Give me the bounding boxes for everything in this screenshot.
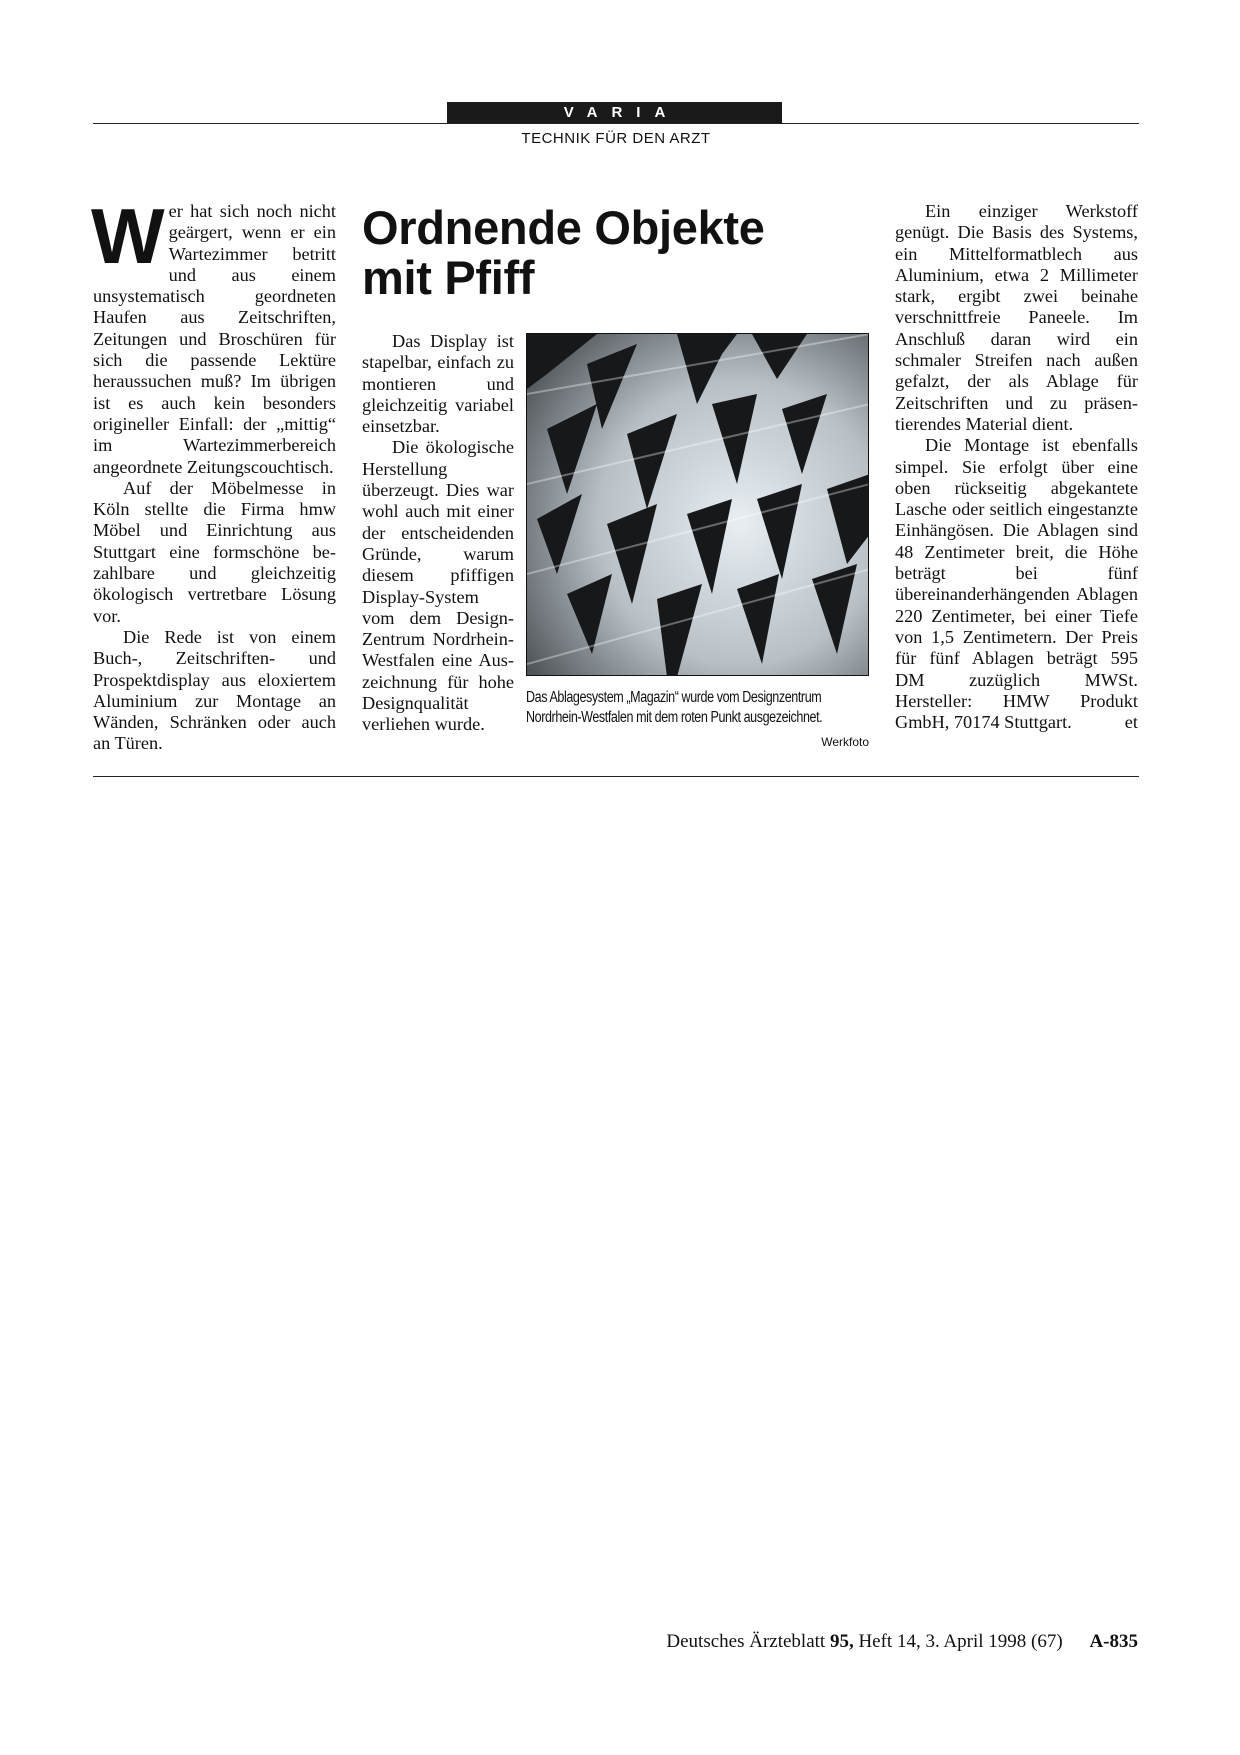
photo-credit: Werkfoto (821, 735, 869, 749)
photo-caption: Das Ablagesystem „Magazin“ wurde vom Designzentrum Nordrhein-Westfalen mit dem roten Punkt ausgezeichnet. (526, 689, 823, 726)
article-column-3 (895, 201, 1138, 733)
paragraph: Das Display ist stapelbar, einfach zu montieren und gleichzeitig variabel einsetzbar. (362, 331, 514, 437)
section-subtitle: TECHNIK FÜR DEN ARZT (521, 130, 711, 147)
page-number: A-835 (1089, 1631, 1138, 1652)
article-photo (526, 333, 869, 676)
drop-cap: W (91, 192, 165, 280)
journal-name: Deutsches Ärzteblatt (666, 1631, 826, 1652)
issue-info: Heft 14, 3. April 1998 (67) (858, 1631, 1063, 1652)
paragraph: Die Montage ist ebenfalls simpel. Sie erfolgt über eine oben rückseitig abgekantete Lasche oder seitlich eingestanzte Einhängösen. Die Ablagen sind 48 Zentimeter breit, die Höhe beträgt bei fünf übereinanderhängenden Ablagen 220 Zentimeter, bei einer Tiefe von 1,5 Zentimetern. Der Preis für fünf Ablagen beträgt 595 DM zuzüglich MWSt. Hersteller: HMW Produkt GmbH, 70174 Stuttgart. et (895, 435, 1138, 733)
paragraph: Ein einziger Werkstoff genügt. Die Basis des Systems, ein Mittelformatblech aus Aluminium, etwa 2 Millimeter stark, ergibt zwei beinahe verschnittfreie Paneele. Im Anschluß daran wird ein schmaler Streifen nach außen gefalzt, der als Ablage für Zeitschriften und zu präsentierendes Material dient. (895, 201, 1138, 434)
journal-volume: 95, (829, 1631, 854, 1652)
article-headline: Ordnende Objekte mit Pfiff (362, 201, 765, 304)
section-label: VARIA (447, 102, 782, 123)
page-footer (666, 1631, 1138, 1653)
bottom-rule (93, 776, 1139, 777)
article-column-2 (362, 331, 514, 736)
paragraph: Wer hat sich noch nicht geärgert, wenn er ein Wartezimmer betritt und aus einem unsystematisch geordneten Haufen aus Zeitschriften, Zeitungen und Broschüren für sich die passende Lektüre heraussuchen muß? Im übrigen ist es auch kein besonders origineller Einfall: der „mittig“ im Wartezimmerbereich angeordnete Zeitungscouchtisch. (91, 192, 336, 477)
paragraph: Die ökologische Herstellung überzeugt. Dies war wohl auch mit einer der entscheidenden Gründe, warum diesem pfiffigen Display-System vom dem Design-Zentrum Nordrhein-Westfalen eine Auszeichnung für hohe Designqualität verliehen wurde. (362, 437, 514, 735)
article-column-1 (91, 192, 336, 755)
top-rule (93, 123, 1139, 124)
author-initials: et (1124, 712, 1138, 733)
paragraph: Auf der Möbelmesse in Köln stellte die Firma hmw Möbel und Einrichtung aus Stuttgart eine formschöne bezahlbare und gleichzeitig ökologisch vertretbare Lösung vor. (93, 477, 336, 626)
paragraph: Die Rede ist von einem Buch-, Zeitschriften- und Prospektdisplay aus eloxiertem Aluminium zur Montage an Wänden, Schränken oder auch an Türen. (93, 626, 336, 754)
